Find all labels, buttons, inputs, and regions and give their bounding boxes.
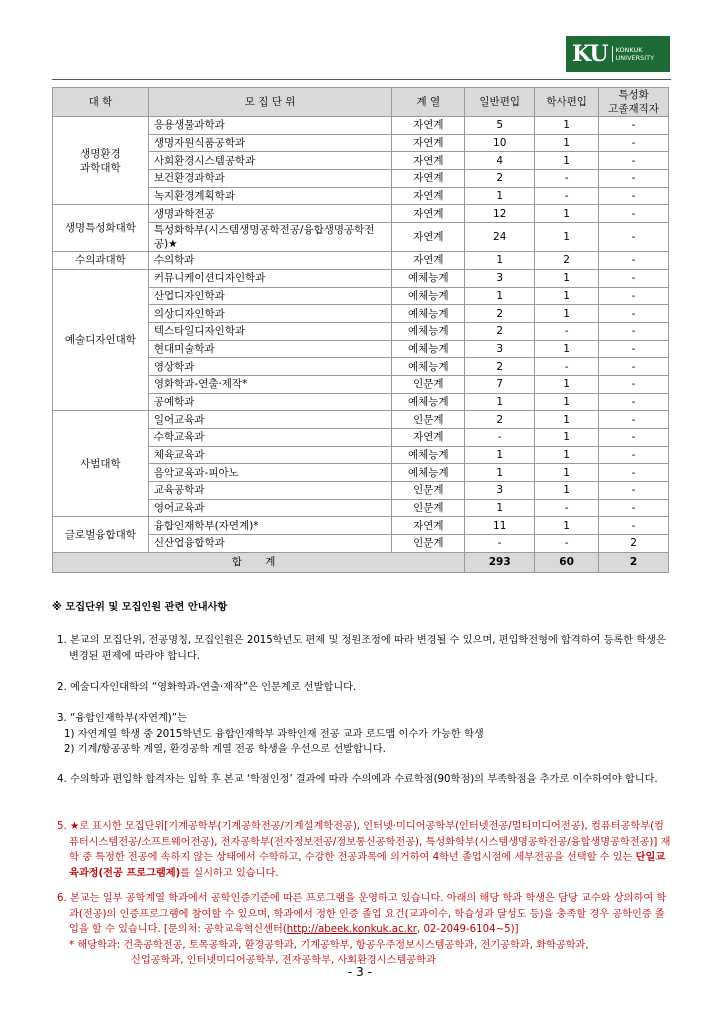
value-cell: - — [535, 322, 599, 340]
table-row — [53, 117, 669, 135]
college-cell: 생명환경 과학대학 — [53, 117, 149, 205]
value-cell: - — [599, 223, 669, 252]
unit-cell: 영어교육과 — [148, 499, 392, 517]
value-cell: 1 — [535, 205, 599, 223]
unit-cell: 응용생물과학과 — [148, 117, 392, 135]
value-cell: 예체능계 — [392, 446, 465, 464]
table-row — [53, 269, 669, 287]
value-cell: 10 — [465, 134, 535, 152]
value-cell: 3 — [465, 482, 535, 500]
value-cell: 5 — [465, 117, 535, 135]
value-cell: - — [599, 305, 669, 323]
unit-cell: 교육공학과 — [148, 482, 392, 500]
value-cell: - — [599, 269, 669, 287]
value-cell: - — [599, 411, 669, 429]
table-row — [53, 411, 669, 429]
unit-cell: 보건환경과학과 — [148, 170, 392, 188]
value-cell: - — [599, 187, 669, 205]
value-cell: 인문계 — [392, 482, 465, 500]
value-cell: 인문계 — [392, 411, 465, 429]
unit-cell: 사회환경시스템공학과 — [148, 152, 392, 170]
value-cell: 1 — [465, 464, 535, 482]
total-general: 293 — [465, 552, 535, 572]
unit-cell: 특성화학부(시스템생명공학전공/융합생명공학전공)★ — [148, 223, 392, 252]
value-cell: - — [599, 429, 669, 447]
header-cell: 모 집 단 위 — [148, 88, 392, 117]
unit-cell: 수학교육과 — [148, 429, 392, 447]
value-cell: 1 — [535, 287, 599, 305]
value-cell: 1 — [535, 429, 599, 447]
table-row — [53, 252, 669, 270]
value-cell: 인문계 — [392, 499, 465, 517]
table-header-row — [53, 88, 669, 117]
value-cell: 3 — [465, 269, 535, 287]
unit-cell: 생명과학전공 — [148, 205, 392, 223]
abeek-link[interactable]: http://abeek.konkuk.ac.kr — [286, 924, 417, 935]
value-cell: 1 — [535, 134, 599, 152]
value-cell: - — [599, 152, 669, 170]
value-cell: 자연계 — [392, 429, 465, 447]
note-3-title: 3. “융합인재학부(자연계)”는 — [57, 713, 187, 724]
table-row — [53, 517, 669, 535]
page-number: - 3 - — [348, 965, 372, 979]
unit-cell: 체육교육과 — [148, 446, 392, 464]
note-3-item-1: 1) 자연계열 학생 중 2015학년도 융합인재학부 과학인재 전공 교과 로드맵 이수가 가능한 학생 — [64, 728, 484, 740]
note-6-departments-2: 신업공학과, 인터넷미디어공학부, 전자공학부, 사회환경시스템공학과 — [131, 955, 436, 966]
unit-cell: 영상학과 — [148, 358, 392, 376]
value-cell: 3 — [465, 340, 535, 358]
value-cell: 1 — [465, 187, 535, 205]
value-cell: 2 — [465, 170, 535, 188]
unit-cell: 의상디자인학과 — [148, 305, 392, 323]
value-cell: 2 — [465, 322, 535, 340]
value-cell: - — [599, 446, 669, 464]
college-cell: 사범대학 — [53, 411, 149, 517]
value-cell: 4 — [465, 152, 535, 170]
value-cell: 자연계 — [392, 134, 465, 152]
unit-cell: 수의학과 — [148, 252, 392, 270]
unit-cell: 영화학과-연출·제작* — [148, 375, 392, 393]
note-6 — [52, 891, 672, 969]
value-cell: - — [599, 340, 669, 358]
note-6-departments: * 해당학과: 건축공학전공, 토목공학과, 환경공학과, 기계공학부, 항공우주정보시스템공학과, 전기공학과, 화학공학과, — [69, 939, 589, 951]
value-cell: 1 — [535, 152, 599, 170]
value-cell: - — [599, 287, 669, 305]
value-cell: 2 — [465, 411, 535, 429]
value-cell: 자연계 — [392, 187, 465, 205]
value-cell: 1 — [465, 252, 535, 270]
value-cell: 1 — [535, 411, 599, 429]
value-cell: 자연계 — [392, 205, 465, 223]
college-cell: 생명특성화대학 — [53, 205, 149, 252]
table-body — [53, 117, 669, 573]
value-cell: - — [599, 358, 669, 376]
value-cell: - — [599, 205, 669, 223]
value-cell: 1 — [465, 446, 535, 464]
value-cell: 예체능계 — [392, 287, 465, 305]
total-bachelor: 60 — [535, 552, 599, 572]
value-cell: - — [465, 535, 535, 553]
value-cell: 1 — [535, 223, 599, 252]
unit-cell: 녹지환경계획학과 — [148, 187, 392, 205]
value-cell: 자연계 — [392, 517, 465, 535]
value-cell: 2 — [599, 535, 669, 553]
header-cell: 학사편입 — [535, 88, 599, 117]
value-cell: 1 — [535, 269, 599, 287]
value-cell: 인문계 — [392, 375, 465, 393]
value-cell: - — [599, 134, 669, 152]
value-cell: - — [535, 358, 599, 376]
value-cell: 예체능계 — [392, 322, 465, 340]
value-cell: 1 — [465, 499, 535, 517]
logo-line2: UNIVERSITY — [615, 54, 655, 62]
unit-cell: 융합인재학부(자연계)* — [148, 517, 392, 535]
value-cell: - — [535, 187, 599, 205]
value-cell: - — [599, 170, 669, 188]
logo-names — [612, 46, 655, 62]
header-cell: 대 학 — [53, 88, 149, 117]
note-4 — [52, 772, 658, 788]
value-cell: 인문계 — [392, 535, 465, 553]
unit-cell: 일어교육과 — [148, 411, 392, 429]
college-cell: 글로벌융합대학 — [53, 517, 149, 552]
value-cell: 자연계 — [392, 117, 465, 135]
total-row — [53, 552, 669, 572]
value-cell: 1 — [535, 393, 599, 411]
total-special: 2 — [599, 552, 669, 572]
logo-line1: KONKUK — [615, 46, 643, 54]
value-cell: - — [599, 517, 669, 535]
note-5-bold: 단일교육과정(전공 프로그램제) — [69, 852, 666, 879]
admissions-table — [52, 87, 669, 573]
value-cell: - — [599, 375, 669, 393]
value-cell: - — [599, 117, 669, 135]
value-cell: 자연계 — [392, 223, 465, 252]
header-cell: 일반편입 — [465, 88, 535, 117]
value-cell: 자연계 — [392, 152, 465, 170]
value-cell: 자연계 — [392, 170, 465, 188]
value-cell: 예체능계 — [392, 269, 465, 287]
notes-heading: ※ 모집단위 및 모집인원 관련 안내사항 — [52, 602, 228, 613]
unit-cell: 생명자원식품공학과 — [148, 134, 392, 152]
total-label: 합 계 — [53, 552, 465, 572]
note-3 — [52, 711, 484, 758]
value-cell: 1 — [535, 305, 599, 323]
value-cell: - — [535, 170, 599, 188]
konkuk-logo — [566, 36, 670, 72]
value-cell: 예체능계 — [392, 358, 465, 376]
value-cell: 1 — [535, 464, 599, 482]
value-cell: - — [535, 499, 599, 517]
note-1 — [52, 633, 672, 664]
unit-cell: 커뮤니케이션디자인학과 — [148, 269, 392, 287]
unit-cell: 공예학과 — [148, 393, 392, 411]
note-5-text: 5. ★로 표시한 모집단위[기계공학부(기계공학전공/기계설계학전공), 인터넷·미디어공학부(인터넷전공/멀티미디어전공), 컴퓨터공학부(컴퓨터시스템전공/소프트웨어전공), 전자공학부(전자정보전공/정보통신공학전공), 특성화학부(시스템생명공학전공/융합생명공학전공)] 재학 중 특정한 전공에 속하지 않는 상태에서 수학하고, 수강한 전공과목에 의거하여 4학년 졸업시점에 세부전공을 선택할 수 있는 — [57, 821, 671, 863]
note-5 — [52, 819, 672, 881]
value-cell: - — [599, 393, 669, 411]
value-cell: 1 — [535, 482, 599, 500]
header-rule — [52, 79, 671, 80]
value-cell: - — [465, 429, 535, 447]
value-cell: 1 — [465, 287, 535, 305]
college-cell: 수의과대학 — [53, 252, 149, 270]
value-cell: - — [599, 499, 669, 517]
college-cell: 예술디자인대학 — [53, 269, 149, 411]
value-cell: 11 — [465, 517, 535, 535]
header-cell: 특성화 고졸재직자 — [599, 88, 669, 117]
value-cell: 예체능계 — [392, 305, 465, 323]
unit-cell: 음악교육과-피아노 — [148, 464, 392, 482]
value-cell: 12 — [465, 205, 535, 223]
note-2-text: 2. 예술디자인대학의 “영화학과-연출·제작”은 인문계로 선발합니다. — [57, 682, 357, 693]
note-4-text: 4. 수의학과 편입학 합격자는 입학 후 본교 ‘학점인정’ 결과에 따라 수의예과 수료학점(90학점)의 부족학점을 추가로 이수하여야 합니다. — [57, 774, 658, 785]
value-cell: 1 — [535, 517, 599, 535]
value-cell: - — [535, 535, 599, 553]
value-cell: - — [599, 464, 669, 482]
value-cell: 2 — [465, 305, 535, 323]
note-1-text: 1. 본교의 모집단위, 전공명칭, 모집인원은 2015학년도 편제 및 정원조정에 따라 변경될 수 있으며, 편입학전형에 합격하여 등록한 학생은 변경된 편제에 따라야 합니다. — [57, 635, 666, 662]
value-cell: 2 — [465, 358, 535, 376]
unit-cell: 산업디자인학과 — [148, 287, 392, 305]
note-5-tail: 를 실시하고 있습니다. — [180, 867, 279, 879]
value-cell: 7 — [465, 375, 535, 393]
table-row — [53, 205, 669, 223]
value-cell: 1 — [535, 446, 599, 464]
value-cell: - — [599, 482, 669, 500]
value-cell: - — [599, 252, 669, 270]
value-cell: 예체능계 — [392, 393, 465, 411]
note-6-tail: , 02-2049-6104~5)] — [416, 924, 519, 935]
value-cell: 예체능계 — [392, 464, 465, 482]
value-cell: 24 — [465, 223, 535, 252]
note-6-text: 6. 본교는 일부 공학계열 학과에서 공학인증기준에 따른 프로그램을 운영하고 있습니다. 아래의 해당 학과 학생은 담당 교수와 상의하여 학과(전공)의 인증프로그램에 참여할 수 있으며, 학과에서 정한 인증 졸업 요건(교과이수, 학습성과 달성도 등)을 충족할 경우 공학인증 졸업을 할 수 있습니다. [문의처: 공학교육혁신센터( — [57, 893, 667, 935]
value-cell: 1 — [465, 393, 535, 411]
value-cell: - — [599, 322, 669, 340]
value-cell: 1 — [535, 340, 599, 358]
note-2 — [52, 680, 356, 696]
value-cell: 예체능계 — [392, 340, 465, 358]
unit-cell: 신산업융합학과 — [148, 535, 392, 553]
value-cell: 1 — [535, 117, 599, 135]
unit-cell: 현대미술학과 — [148, 340, 392, 358]
value-cell: 자연계 — [392, 252, 465, 270]
logo-ku: KU — [572, 41, 608, 67]
value-cell: 1 — [535, 375, 599, 393]
header-cell: 계 열 — [392, 88, 465, 117]
value-cell: 2 — [535, 252, 599, 270]
note-3-item-2: 2) 기계/항공공학 계열, 환경공학 계열 전공 학생을 우선으로 선발합니다. — [64, 744, 386, 755]
unit-cell: 텍스타일디자인학과 — [148, 322, 392, 340]
